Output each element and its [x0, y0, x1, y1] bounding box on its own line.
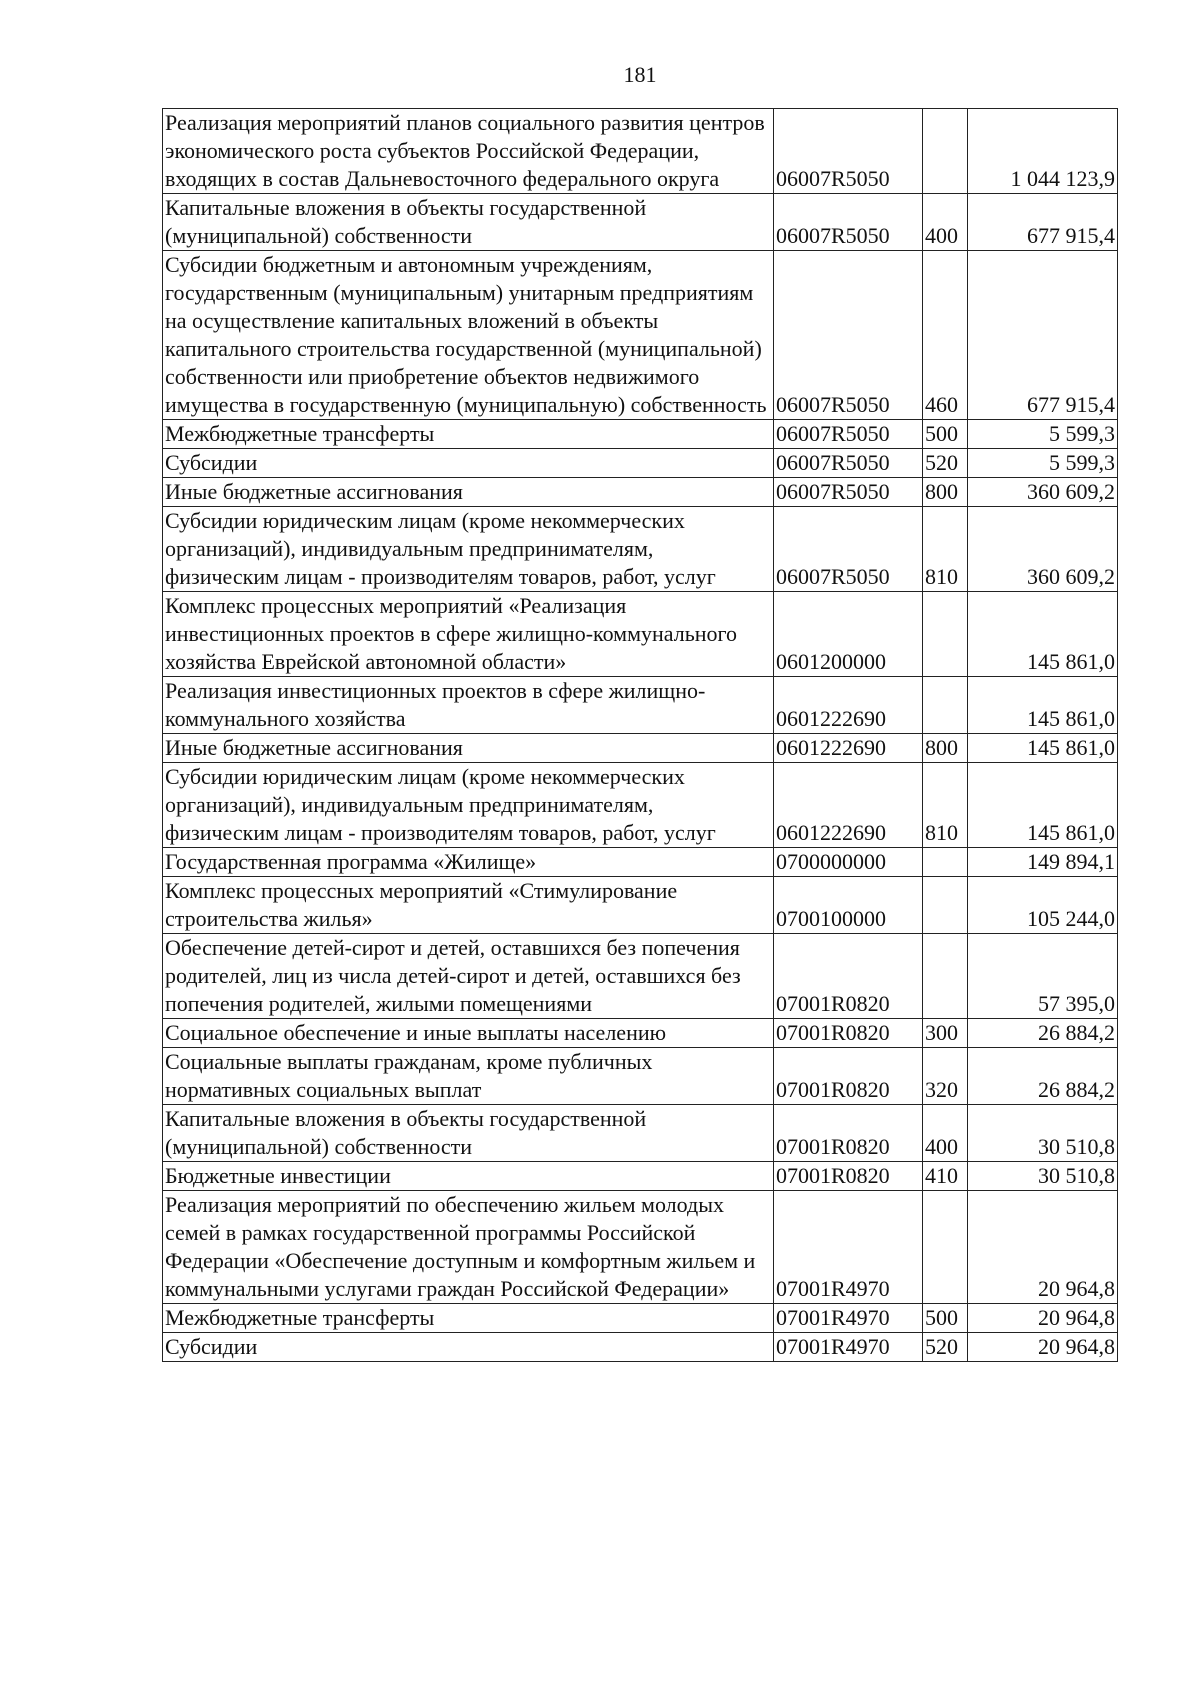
row-name-cell: Иные бюджетные ассигнования: [163, 478, 774, 507]
row-amount-cell: 26 884,2: [968, 1019, 1118, 1048]
row-amount-cell: 360 609,2: [968, 507, 1118, 592]
table-row: [163, 478, 1118, 507]
table-row: [163, 420, 1118, 449]
table-row: [163, 734, 1118, 763]
table-row: [163, 194, 1118, 251]
table-row: [163, 251, 1118, 420]
table-row: [163, 1191, 1118, 1304]
row-code-cell: 06007R5050: [774, 420, 923, 449]
row-code-cell: 0700100000: [774, 877, 923, 934]
row-code-cell: 0601222690: [774, 734, 923, 763]
row-name-cell: Субсидии: [163, 1333, 774, 1362]
table-row: [163, 507, 1118, 592]
row-type-cell: 500: [923, 1304, 968, 1333]
row-type-cell: 810: [923, 763, 968, 848]
row-type-cell: 320: [923, 1048, 968, 1105]
row-code-cell: 07001R0820: [774, 1162, 923, 1191]
row-type-cell: 810: [923, 507, 968, 592]
row-amount-cell: 5 599,3: [968, 420, 1118, 449]
budget-table: [162, 108, 1118, 1362]
row-name-cell: Капитальные вложения в объекты государственной (муниципальной) собственности: [163, 1105, 774, 1162]
row-amount-cell: 30 510,8: [968, 1162, 1118, 1191]
table-row: [163, 1019, 1118, 1048]
row-name-cell: Субсидии юридическим лицам (кроме некоммерческих организаций), индивидуальным предпринимателям, физическим лицам - производителям товаров, работ, услуг: [163, 763, 774, 848]
row-name-cell: Социальные выплаты гражданам, кроме публичных нормативных социальных выплат: [163, 1048, 774, 1105]
row-amount-cell: 20 964,8: [968, 1191, 1118, 1304]
table-row: [163, 934, 1118, 1019]
row-amount-cell: 677 915,4: [968, 194, 1118, 251]
row-amount-cell: 57 395,0: [968, 934, 1118, 1019]
row-name-cell: Государственная программа «Жилище»: [163, 848, 774, 877]
table-row: [163, 877, 1118, 934]
row-name-cell: Комплекс процессных мероприятий «Стимулирование строительства жилья»: [163, 877, 774, 934]
table-row: [163, 109, 1118, 194]
row-code-cell: 07001R0820: [774, 934, 923, 1019]
table-row: [163, 1333, 1118, 1362]
row-amount-cell: 20 964,8: [968, 1304, 1118, 1333]
row-code-cell: 06007R5050: [774, 507, 923, 592]
row-code-cell: 07001R4970: [774, 1333, 923, 1362]
table-body: [163, 109, 1118, 1362]
table-row: [163, 1304, 1118, 1333]
row-name-cell: Субсидии: [163, 449, 774, 478]
row-type-cell: [923, 677, 968, 734]
row-code-cell: 07001R4970: [774, 1191, 923, 1304]
row-amount-cell: 105 244,0: [968, 877, 1118, 934]
table-row: [163, 763, 1118, 848]
row-code-cell: 0601200000: [774, 592, 923, 677]
row-amount-cell: 145 861,0: [968, 763, 1118, 848]
row-name-cell: Реализация мероприятий планов социального развития центров экономического роста субъектов Российской Федерации, входящих в состав Дальневосточного федерального округа: [163, 109, 774, 194]
row-type-cell: 300: [923, 1019, 968, 1048]
table-row: [163, 677, 1118, 734]
row-code-cell: 06007R5050: [774, 251, 923, 420]
row-type-cell: 520: [923, 449, 968, 478]
row-type-cell: [923, 592, 968, 677]
row-name-cell: Социальное обеспечение и иные выплаты населению: [163, 1019, 774, 1048]
row-code-cell: 07001R4970: [774, 1304, 923, 1333]
table-row: [163, 1105, 1118, 1162]
table-row: [163, 1048, 1118, 1105]
row-code-cell: 07001R0820: [774, 1048, 923, 1105]
row-name-cell: Субсидии бюджетным и автономным учреждениям, государственным (муниципальным) унитарным предприятиям на осуществление капитальных вложений в объекты капитального строительства государственной (муниципальной) собственности или приобретение объектов недвижимого имущества в государственную (муниципальную) собственность: [163, 251, 774, 420]
row-type-cell: [923, 877, 968, 934]
row-code-cell: 07001R0820: [774, 1019, 923, 1048]
row-name-cell: Реализация мероприятий по обеспечению жильем молодых семей в рамках государственной программы Российской Федерации «Обеспечение доступным и комфортным жильем и коммунальными услугами граждан Российской Федерации»: [163, 1191, 774, 1304]
page-number: 181: [623, 62, 657, 87]
table-row: [163, 449, 1118, 478]
row-name-cell: Обеспечение детей-сирот и детей, оставшихся без попечения родителей, лиц из числа детей-сирот и детей, оставшихся без попечения родителей, жилыми помещениями: [163, 934, 774, 1019]
row-amount-cell: 360 609,2: [968, 478, 1118, 507]
row-type-cell: 400: [923, 194, 968, 251]
row-name-cell: Иные бюджетные ассигнования: [163, 734, 774, 763]
row-name-cell: Межбюджетные трансферты: [163, 1304, 774, 1333]
row-type-cell: 800: [923, 478, 968, 507]
row-amount-cell: 145 861,0: [968, 592, 1118, 677]
row-code-cell: 0601222690: [774, 763, 923, 848]
row-amount-cell: 26 884,2: [968, 1048, 1118, 1105]
row-amount-cell: 1 044 123,9: [968, 109, 1118, 194]
row-code-cell: 06007R5050: [774, 478, 923, 507]
row-code-cell: 0601222690: [774, 677, 923, 734]
row-amount-cell: 149 894,1: [968, 848, 1118, 877]
row-name-cell: Реализация инвестиционных проектов в сфере жилищно-коммунального хозяйства: [163, 677, 774, 734]
row-name-cell: Субсидии юридическим лицам (кроме некоммерческих организаций), индивидуальным предпринимателям, физическим лицам - производителям товаров, работ, услуг: [163, 507, 774, 592]
row-amount-cell: 145 861,0: [968, 677, 1118, 734]
row-type-cell: [923, 848, 968, 877]
row-amount-cell: 5 599,3: [968, 449, 1118, 478]
row-type-cell: [923, 109, 968, 194]
row-type-cell: 520: [923, 1333, 968, 1362]
row-type-cell: 400: [923, 1105, 968, 1162]
row-type-cell: [923, 934, 968, 1019]
row-amount-cell: 145 861,0: [968, 734, 1118, 763]
row-code-cell: 0700000000: [774, 848, 923, 877]
row-type-cell: [923, 1191, 968, 1304]
row-code-cell: 07001R0820: [774, 1105, 923, 1162]
row-amount-cell: 677 915,4: [968, 251, 1118, 420]
table-row: [163, 848, 1118, 877]
row-name-cell: Капитальные вложения в объекты государственной (муниципальной) собственности: [163, 194, 774, 251]
row-name-cell: Межбюджетные трансферты: [163, 420, 774, 449]
row-type-cell: 410: [923, 1162, 968, 1191]
row-code-cell: 06007R5050: [774, 194, 923, 251]
row-amount-cell: 30 510,8: [968, 1105, 1118, 1162]
row-code-cell: 06007R5050: [774, 449, 923, 478]
row-type-cell: 800: [923, 734, 968, 763]
row-name-cell: Комплекс процессных мероприятий «Реализация инвестиционных проектов в сфере жилищно-коммунального хозяйства Еврейской автономной области»: [163, 592, 774, 677]
row-type-cell: 500: [923, 420, 968, 449]
row-code-cell: 06007R5050: [774, 109, 923, 194]
row-name-cell: Бюджетные инвестиции: [163, 1162, 774, 1191]
table-row: [163, 592, 1118, 677]
row-amount-cell: 20 964,8: [968, 1333, 1118, 1362]
table-row: [163, 1162, 1118, 1191]
row-type-cell: 460: [923, 251, 968, 420]
